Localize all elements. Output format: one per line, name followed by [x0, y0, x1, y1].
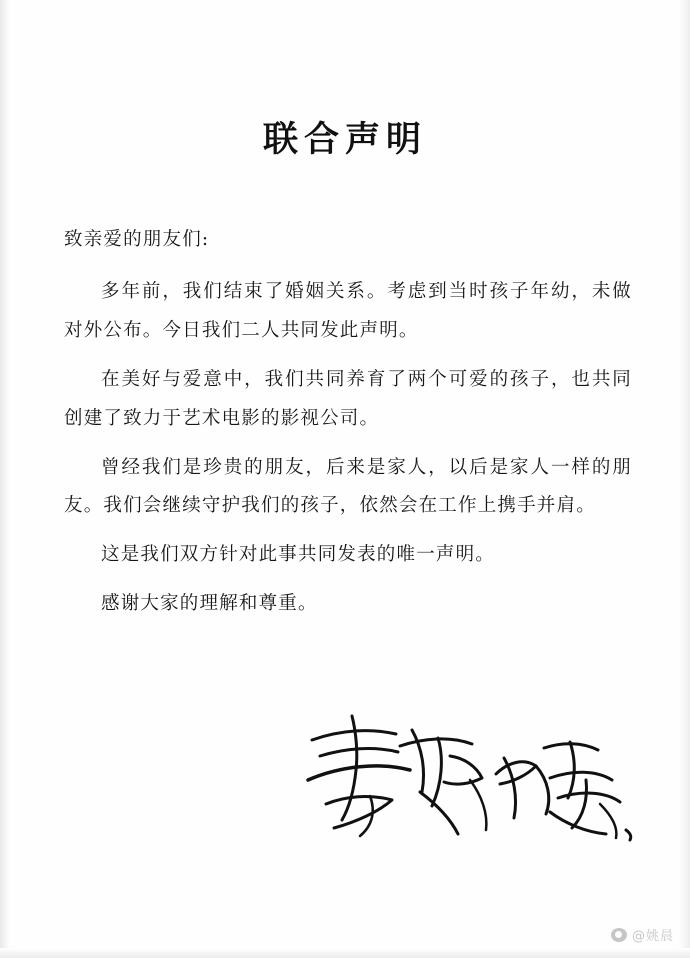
- weibo-icon: [611, 928, 627, 942]
- handwritten-signature-icon: [300, 700, 640, 860]
- watermark-handle: @姚晨: [631, 929, 674, 944]
- paragraph-5: 感谢大家的理解和尊重。: [101, 593, 318, 615]
- document-title: 联合声明: [262, 119, 427, 160]
- page-edge-shadow-bottom: [0, 948, 690, 958]
- paragraph-1: 多年前，我们结束了婚姻关系。考虑到当时孩子年幼，未做对外公布。今日我们二人共同发此声明。: [64, 281, 632, 341]
- document-body: [64, 222, 632, 634]
- weibo-watermark: [611, 925, 674, 944]
- paragraph-3: 曾经我们是珍贵的朋友，后来是家人，以后是家人一样的朋友。我们会继续守护我们的孩子，依然会在工作上携手并肩。: [64, 456, 632, 517]
- paragraph-2: 在美好与爱意中，我们共同养育了两个可爱的孩子，也共同创建了致力于艺术电影的影视公司。: [64, 368, 632, 429]
- paragraph-4: 这是我们双方针对此事共同发表的唯一声明。: [101, 544, 496, 566]
- salutation: 致亲爱的朋友们:: [64, 229, 210, 250]
- signature-block: [300, 700, 640, 860]
